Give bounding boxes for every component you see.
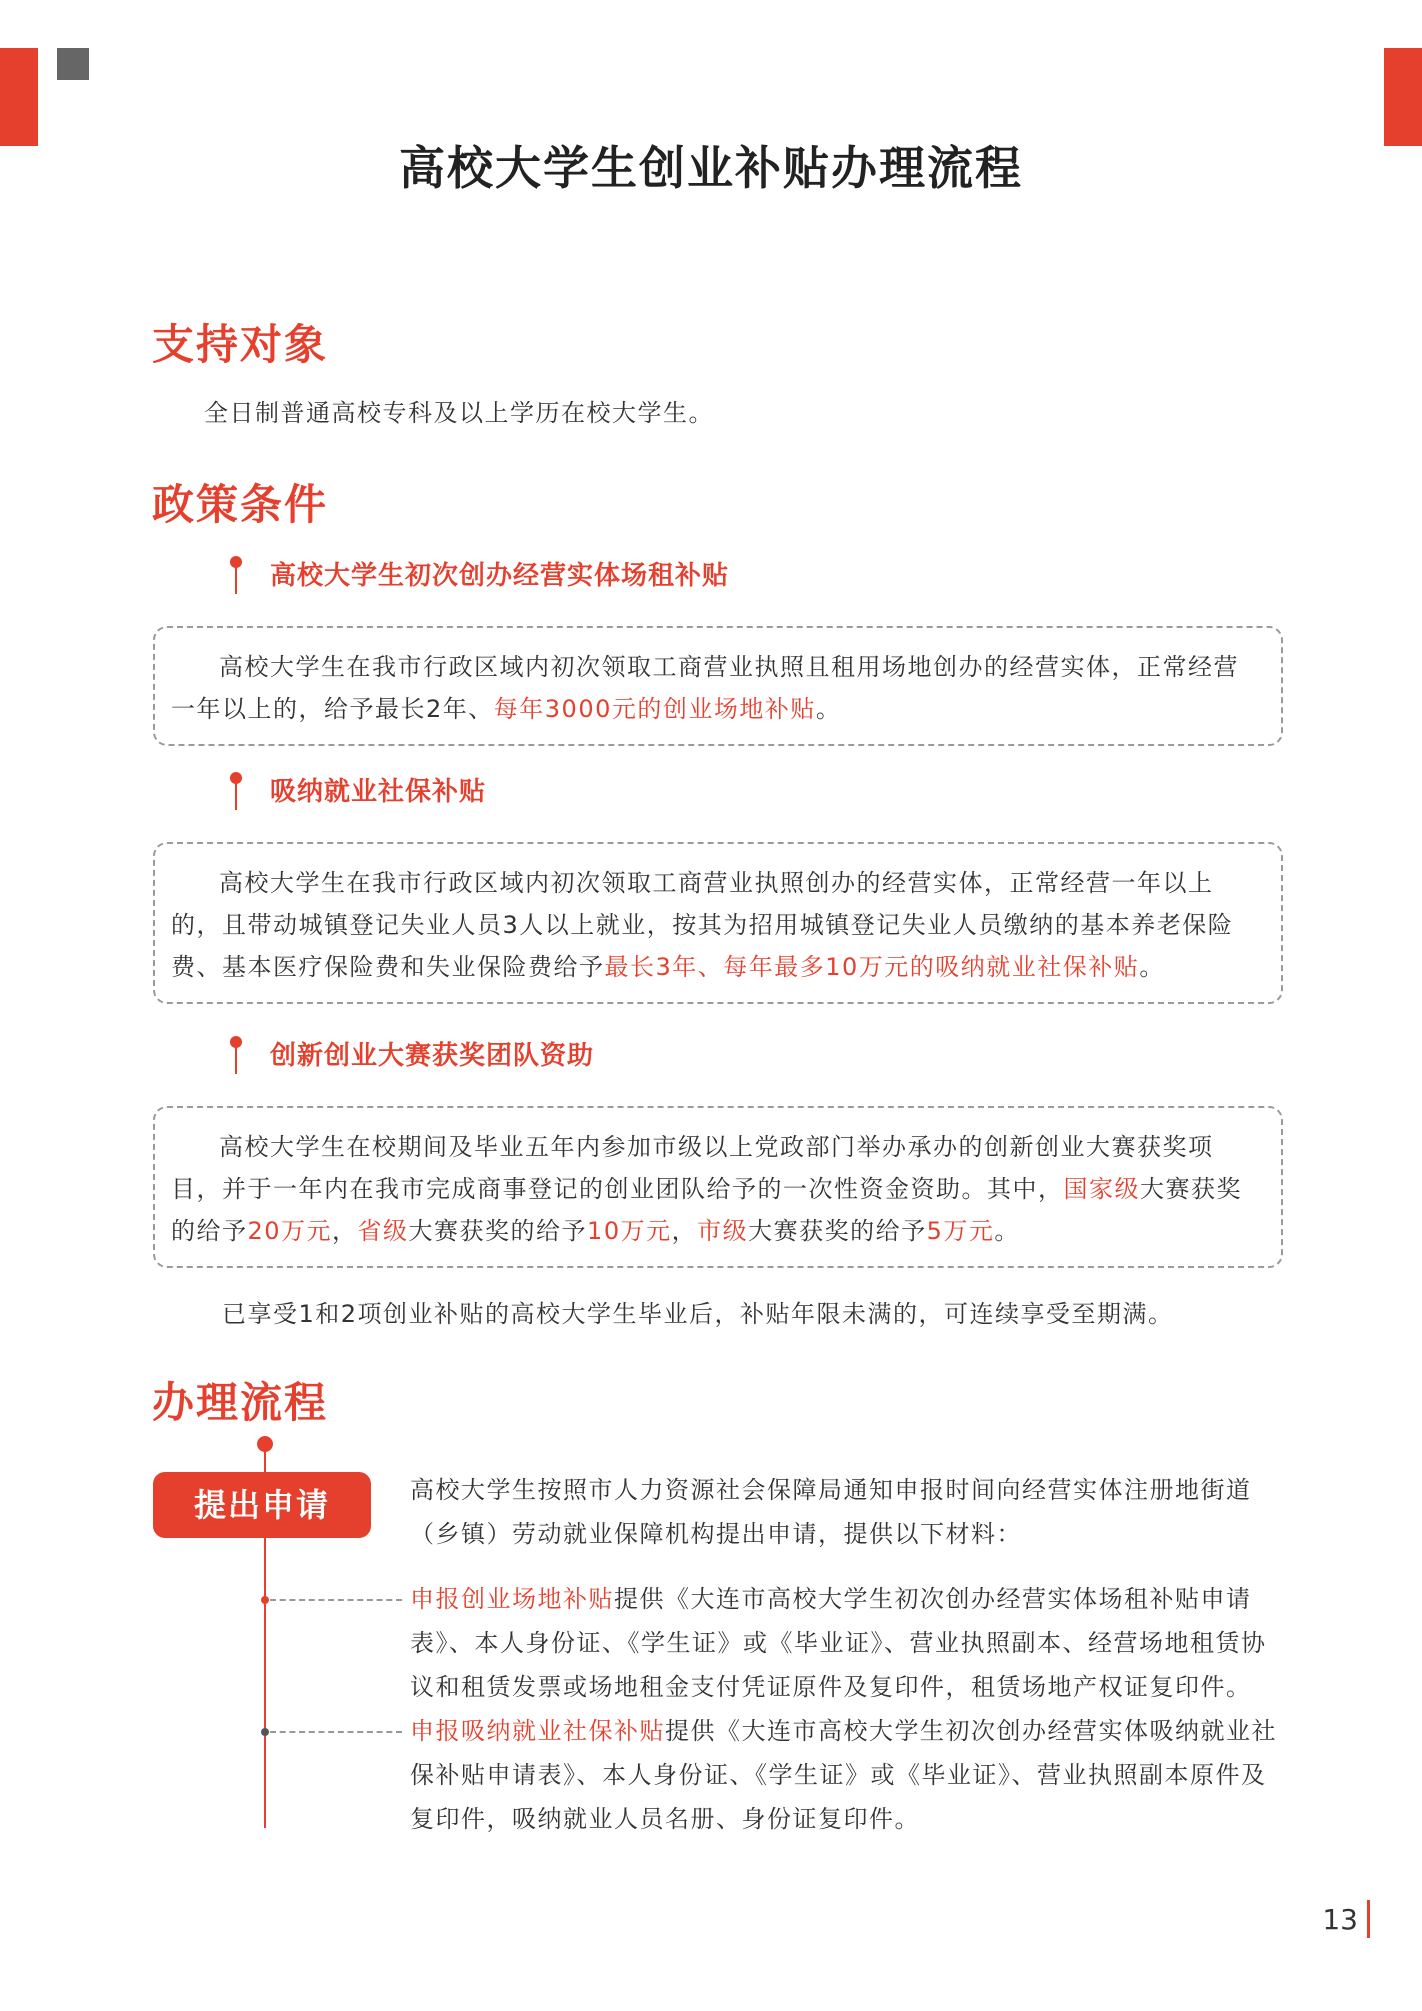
material-connector (270, 1599, 402, 1601)
policy-item-title: 高校大学生初次创办经营实体场租补贴 (270, 561, 730, 591)
policy-item-text: 高校大学生在校期间及毕业五年内参加市级以上党政部门举办承办的创新创业大赛获奖项目，并于一年内在我市完成商事登记的创业团队给予的一次性资金资助。其中，国家级大赛获奖的给予20万元，省级大赛获奖的给予10万元，市级大赛获奖的给予5万元。 (171, 1133, 1242, 1245)
policy-item-text: 高校大学生在我市行政区域内初次领取工商营业执照且租用场地创办的经营实体，正常经营一年以上的，给予最长2年、每年3000元的创业场地补贴。 (171, 653, 1239, 723)
pin-icon (222, 556, 250, 600)
policy-item-title: 创新创业大赛获奖团队资助 (270, 1041, 595, 1071)
material-dot-icon (261, 1728, 269, 1736)
step-text: 高校大学生按照市人力资源社会保障局通知申报时间向经营实体注册地街道（乡镇）劳动就业保障机构提出申请，提供以下材料： (410, 1476, 1252, 1548)
heading-process: 办理流程 (152, 1378, 329, 1427)
policy-item-title: 吸纳就业社保补贴 (270, 777, 487, 807)
material-item: 申报吸纳就业社保补贴提供《大连市高校大学生初次创办经营实体吸纳就业社保补贴申请表》、本人身份证、《学生证》或《毕业证》、营业执照副本原件及复印件，吸纳就业人员名册、身份证复印件。 (410, 1717, 1277, 1833)
pin-icon (222, 1036, 250, 1080)
corner-square-gray (57, 48, 89, 80)
support-target-text: 全日制普通高校专科及以上学历在校大学生。 (204, 399, 714, 427)
pin-icon (222, 772, 250, 816)
policy-item-text: 高校大学生在我市行政区域内初次领取工商营业执照创办的经营实体，正常经营一年以上的，且带动城镇登记失业人员3人以上就业，按其为招用城镇登记失业人员缴纳的基本养老保险费、基本医疗保险费和失业保险费给予最长3年、每年最多10万元的吸纳就业社保补贴。 (171, 869, 1234, 981)
page-title: 高校大学生创业补贴办理流程 (399, 141, 1023, 195)
material-connector (270, 1731, 402, 1733)
page-number-bar (1367, 1900, 1370, 1938)
timeline-dot-icon (257, 1436, 273, 1452)
policy-note: 已享受1和2项创业补贴的高校大学生毕业后，补贴年限未满的，可连续享受至期满。 (222, 1300, 1174, 1328)
material-item: 申报创业场地补贴提供《大连市高校大学生初次创办经营实体场租补贴申请表》、本人身份证、《学生证》或《毕业证》、营业执照副本、经营场地租赁协议和租赁发票或场地租金支付凭证原件及复印件，租赁场地产权证复印件。 (410, 1585, 1267, 1701)
policy-item-box (153, 1106, 1283, 1268)
page-number: 13 (1322, 1903, 1358, 1936)
policy-item-box (153, 842, 1283, 1004)
material-dot-icon (261, 1596, 269, 1604)
heading-policy: 政策条件 (152, 480, 329, 529)
step-apply-label: 提出申请 (153, 1472, 371, 1538)
heading-support-target: 支持对象 (152, 320, 329, 369)
policy-item-box (153, 626, 1283, 746)
